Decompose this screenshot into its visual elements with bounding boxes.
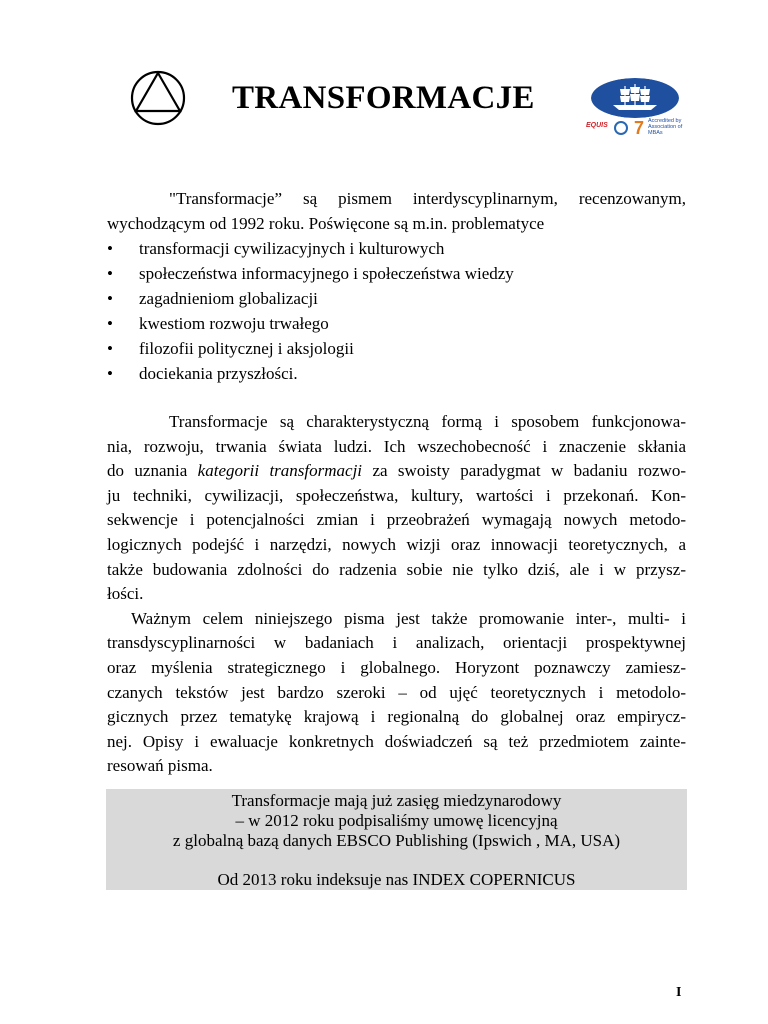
italic-phrase: kategorii transformacji <box>197 461 363 481</box>
body-line: oraz myślenia strategicznego i globalnego. Horyzont poznawczy zamiesz- <box>107 657 686 677</box>
list-item: • dociekania przyszłości. <box>107 361 686 386</box>
body-line: nia, rozwoju, trwania świata ludzi. Ich wszechobecność i znaczenie skłania <box>107 436 686 456</box>
body-text <box>107 409 686 778</box>
list-item: • transformacji cywilizacyjnych i kulturowych <box>107 236 686 261</box>
list-item: • kwestiom rozwoju trwałego <box>107 311 686 336</box>
page-title: TRANSFORMACJE <box>232 80 535 116</box>
info-box-line: z globalną bazą danych EBSCO Publishing (Ipswich , MA, USA) <box>172 831 621 850</box>
body-line: transdyscyplinarności w badaniach i analizach, orientacji prospektywnej <box>107 633 686 653</box>
body-line: sekwencje i potencjalności zmian i przeobrażeń wymagają nowych metodo- <box>107 510 686 530</box>
body-line: gicznych przez tematykę krajową i regionalną do globalnej oraz empirycz- <box>107 707 686 727</box>
body-line: resowań pisma. <box>107 756 213 776</box>
accreditation-logo <box>586 78 690 142</box>
info-box-line: Transformacje mają już zasięg miedzynarodowy <box>231 791 562 810</box>
badges-row <box>586 118 690 142</box>
list-item: • filozofii politycznej i aksjologii <box>107 336 686 361</box>
info-box-line: – w 2012 roku podpisaliśmy umowę licencyjną <box>235 811 558 830</box>
ship-logo-icon <box>591 78 679 118</box>
page-number: I <box>676 985 682 1000</box>
intro-line: "Transformacje” są pismem interdyscyplinarnym, recenzowanym, <box>169 189 686 208</box>
body-line: Ważnym celem niniejszego pisma jest także promowanie inter-, multi- i <box>131 608 686 628</box>
body-line: logicznych podejść i narzędzi, nowych wizji oraz innowacji teoretycznych, a <box>107 534 686 554</box>
list-item: • zagadnieniom globalizacji <box>107 286 686 311</box>
equis-badge: EQUIS <box>586 122 608 129</box>
amba-badge-text: Accredited by Association of MBAs <box>648 118 683 136</box>
body-line: nej. Opisy i ewaluacje konkretnych doświadczeń są też przedmiotem zainte- <box>107 731 686 751</box>
body-line: ju techniki, cywilizacji, społeczeństwa, kultury, wartości i przekonań. Kon- <box>107 485 686 505</box>
body-line: łości. <box>107 584 144 604</box>
info-box-line: Od 2013 roku indeksuje nas INDEX COPERNICUS <box>217 870 576 889</box>
info-box <box>106 789 687 890</box>
triangle-circle-logo-icon <box>130 70 186 126</box>
body-line: także budowania zdolności do radzenia sobie nie tylko dziś, ale i w przysz- <box>107 559 686 579</box>
topics-list <box>107 236 686 386</box>
list-item: • społeczeństwa informacyjnego i społeczeństwa wiedzy <box>107 261 686 286</box>
body-line: czanych tekstów jest bardzo szeroki – od ujęć teoretycznych i metodolo- <box>107 682 686 702</box>
intro-line: wychodzącym od 1992 roku. Poświęcone są m.in. problematyce <box>107 214 545 233</box>
body-line: Transformacje są charakterystyczną formą i sposobem funkcjonowa- <box>169 412 686 431</box>
intro-paragraph <box>107 186 686 236</box>
amba-seven-icon: 7 <box>634 118 645 138</box>
body-line-with-italic: do uznania kategorii transformacji za swoisty paradygmat w badaniu rozwo- <box>107 461 686 481</box>
round-seal-icon <box>614 121 628 135</box>
